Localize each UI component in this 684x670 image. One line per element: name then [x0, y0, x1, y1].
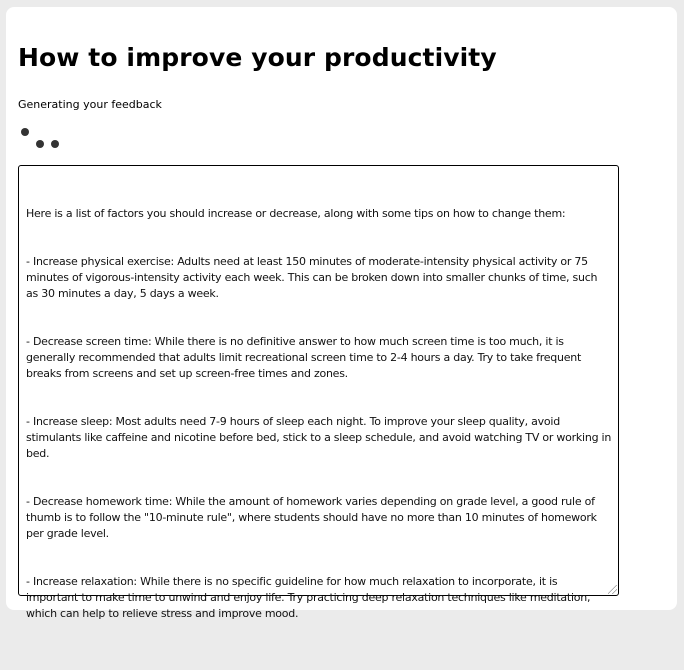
- resize-handle-icon[interactable]: [608, 585, 617, 594]
- feedback-line-exercise: - Increase physical exercise: Adults need at least 150 minutes of moderate-intensity physical activity or 75 minutes of vigorous-intensity activity each week. This can be broken down into smaller chunks of time, such as 30 minutes a day, 5 days a week.: [26, 255, 601, 300]
- feedback-line-intro: Here is a list of factors you should increase or decrease, along with some tips on how to change them:: [26, 207, 566, 220]
- feedback-line-sleep: - Increase sleep: Most adults need 7-9 hours of sleep each night. To improve your sleep quality, avoid stimulants like caffeine and nicotine before bed, stick to a sleep schedule, and avoid watching TV or working in bed.: [26, 415, 615, 460]
- status-text: Generating your feedback: [18, 98, 162, 111]
- loading-dot: [36, 140, 44, 148]
- feedback-line-screen-time: - Decrease screen time: While there is no definitive answer to how much screen time is too much, it is generally recommended that adults limit recreational screen time to 2-4 hours a day. Try to take frequent breaks from screens and set up screen-free times and zones.: [26, 335, 585, 380]
- loading-dot: [21, 128, 29, 136]
- page-title: How to improve your productivity: [18, 43, 497, 72]
- feedback-line-relaxation: - Increase relaxation: While there is no specific guideline for how much relaxation to incorporate, it is important to make time to unwind and enjoy life. Try practicing deep relaxation techniques like meditation, which can help to relieve stress and improve mood.: [26, 575, 594, 620]
- loading-dot: [51, 140, 59, 148]
- feedback-textarea[interactable]: [18, 165, 619, 620]
- content-card: [6, 7, 677, 620]
- feedback-line-homework: - Decrease homework time: While the amount of homework varies depending on grade level, a good rule of thumb is to follow the "10-minute rule", where students should have no more than 10 minutes of homework per grade level.: [26, 495, 601, 540]
